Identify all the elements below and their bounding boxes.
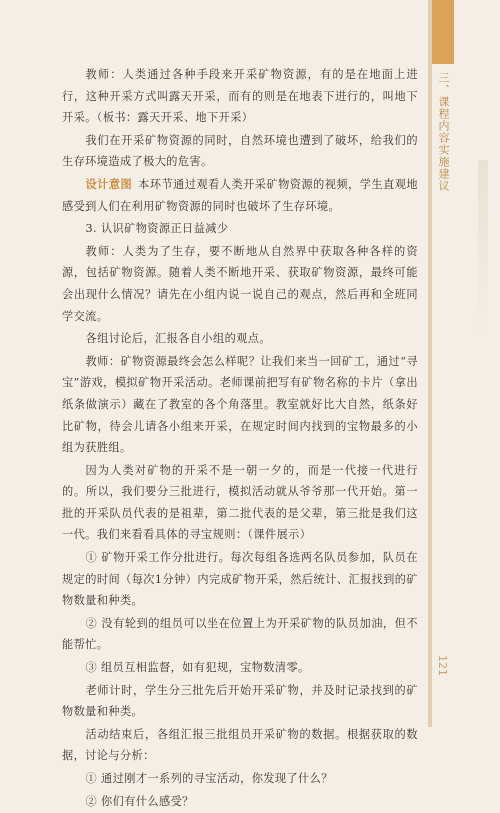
paragraph-teacher-question: 教师：人类为了生存，要不断地从自然界中获取各种各样的资源，包括矿物资源。随着人类不断地开采、获取矿物资源，最终可能会出现什么情况？请先在小组内说一说自己的观点，然后再和全班同学交流。 (62, 244, 418, 323)
paragraph-design-intent (62, 174, 418, 217)
paragraph-treasure-game: 教师：矿物资源最终会怎么样呢？让我们来当一回矿工，通过“寻宝”游戏，模拟矿物开采活动。老师课前把写有矿物名称的卡片（拿出纸条做演示）藏在了教室的各个角落里。教室就好比大自然，纸条好比矿物，待会儿请各小组来开采，在规定时间内找到的宝物最多的小组为获胜组。 (62, 354, 418, 455)
page-edge-shadow (478, 160, 488, 340)
discussion-question-2: ② 你们有什么感受？ (85, 794, 194, 808)
paragraph-discussion: 活动结束后，各组汇报三批组员开采矿物的数据。根据获取的数据，讨论与分析： (62, 727, 418, 763)
paragraph-three-generations: 因为人类对矿物的开采不是一朝一夕的，而是一代接一代进行的。所以，我们要分三批进行，模拟活动就从爷爷那一代开始。第一批的开采队员代表的是祖辈，第二批代表的是父辈，第三批是我们这一代。我们来看看具体的寻宝规则：（课件展示） (62, 463, 418, 542)
discussion-question-1: ① 通过刚才一系列的寻宝活动，你发现了什么？ (85, 772, 333, 785)
chapter-tab (432, 0, 454, 64)
sidebar-strip (428, 0, 432, 727)
rule-item-1: ① 矿物开采工作分批进行。每次每组各选两名队员参加，队员在规定的时间（每次1分钟）内完成矿物开采，然后统计、汇报找到的矿物数量和种类。 (62, 551, 418, 608)
body-text (62, 64, 418, 813)
chapter-label: 三、课程内容实施建议 (437, 72, 450, 192)
rule-item-3: ③ 组员互相监督，如有犯规，宝物数清零。 (85, 661, 310, 675)
design-intent-text: 本环节通过观看人类开采矿物资源的视频，学生直观地感受到人们在利用矿物资源的同时也破坏了生存环境。 (62, 177, 418, 213)
page-number: 121 (436, 655, 449, 676)
paragraph-group-report: 各组讨论后，汇报各自小组的观点。 (85, 332, 271, 346)
rule-item-2: ② 没有轮到的组员可以坐在位置上为开采矿物的队员加油，但不能帮忙。 (62, 616, 418, 652)
design-intent-tag: 设计意图 (85, 176, 133, 191)
paragraph-environment-damage: 我们在开采矿物资源的同时，自然环境也遭到了破坏，给我们的生存环境造成了极大的危害。 (62, 133, 418, 169)
section-heading: 3. 认识矿物资源正日益减少 (85, 222, 229, 236)
paragraph-mining-methods: 教师：人类通过各种手段来开采矿物资源，有的是在地面上进行，这种开采方式叫露天开采，而有的则是在地表下进行的，叫地下开采。（板书：露天开采、地下开采） (62, 68, 418, 125)
paragraph-timing: 老师计时，学生分三批先后开始开采矿物，并及时记录找到的矿物数量和种类。 (62, 683, 418, 719)
